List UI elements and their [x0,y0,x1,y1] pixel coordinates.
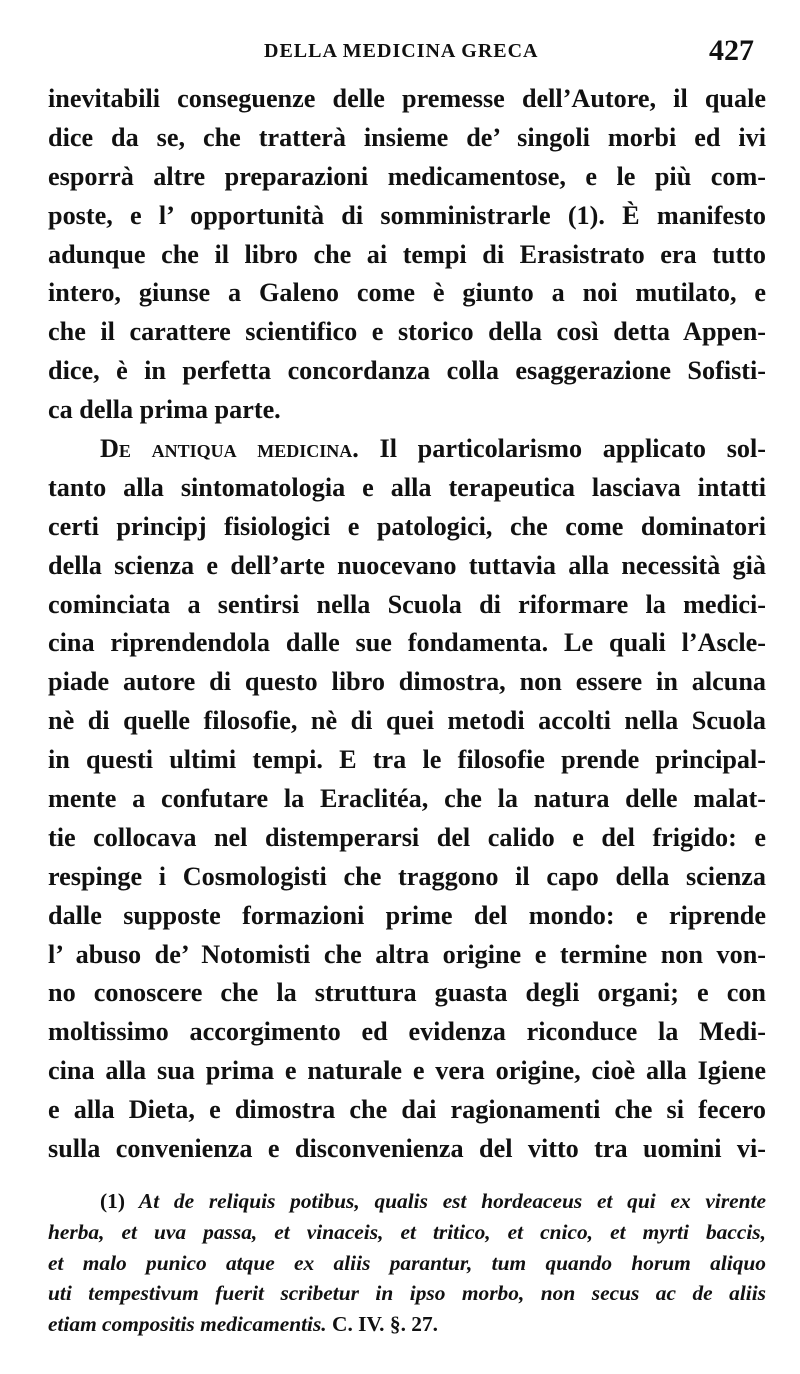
text-line: no conoscere che la struttura guasta degli organi; e con [48,978,766,1008]
text-line: piade autore di questo libro dimostra, non essere in alcuna [48,667,766,697]
text-line: mente a confutare la Eraclitéa, che la natura delle malat- [48,784,766,814]
page-number: 427 [709,34,754,67]
text-line: dice, è in perfetta concordanza colla esaggerazione Sofisti- [48,356,766,386]
footnote-line: uti tempestivum fuerit scribetur in ipso morbo, non secus ac de aliis [48,1281,766,1306]
footnote [48,1186,766,1340]
text-line: in questi ultimi tempi. E tra le filosofie prende principal- [48,745,766,775]
text-line: dice da se, che tratterà insieme de’ singoli morbi ed ivi [48,122,766,152]
footnote-last-line [48,1309,766,1340]
text-line: l’ abuso de’ Notomisti che altra origine e termine non von- [48,939,766,969]
running-title: DELLA MEDICINA GRECA [264,40,539,62]
text-line: poste, e l’ opportunità di somministrarle (1). È manifesto [48,200,766,230]
footnote-line: herba, et uva passa, et vinaceis, et tritico, et cnico, et myrti baccis, [48,1219,766,1244]
text-line: inevitabili conseguenze delle premesse dell’Autore, il quale [48,84,766,113]
text-line: sulla convenienza e disconvenienza del vitto tra uomini vi- [48,1134,766,1164]
text-line: ca della prima parte. [48,395,281,425]
text-line: nè di quelle filosofie, nè di quei metodi accolti nella Scuola [48,706,766,736]
section-heading: De antiqua medicina. [100,434,359,464]
text-line: tanto alla sintomatologia e alla terapeutica lasciava intatti [48,472,766,502]
footnote-last-line-text: etiam compositis medicamentis. [48,1312,327,1337]
main-text [48,80,766,1169]
text-line: cominciata a sentirsi nella Scuola di riformare la medici- [48,589,766,619]
footnote-first-line-text: At de reliquis potibus, qualis est hordeaceus et qui ex virente [138,1189,766,1213]
footnote-citation: C. IV. §. 27. [332,1312,438,1337]
text-line: cina riprendendola dalle sue fondamenta. Le quali l’Ascle- [48,628,766,658]
text-line: e alla Dieta, e dimostra che dai ragionamenti che si fecero [48,1095,766,1125]
text-line: esporrà altre preparazioni medicamentose, e le più com- [48,161,766,191]
text-line: adunque che il libro che ai tempi di Erasistrato era tutto [48,239,766,269]
text-line: certi principj fisiologici e patologici, che come dominatori [48,511,766,541]
text-line: dalle supposte formazioni prime del mondo: e riprende [48,900,766,930]
section-first-line-text: Il particolarismo applicato sol- [379,434,766,464]
running-header [48,34,760,74]
footnote-marker: (1) [100,1189,125,1213]
text-line: moltissimo accorgimento ed evidenza riconduce la Medi- [48,1017,766,1047]
text-line: cina alla sua prima e naturale e vera origine, cioè alla Igiene [48,1056,766,1086]
text-line: respinge i Cosmologisti che traggono il capo della scienza [48,861,766,891]
text-line: intero, giunse a Galeno come è giunto a noi mutilato, e [48,278,766,308]
section-first-line [48,430,766,469]
footnote-line: et malo punico atque ex aliis parantur, tum quando horum aliquo [48,1250,766,1275]
text-line: che il carattere scientifico e storico della così detta Appen- [48,317,766,347]
text-line: della scienza e dell’arte nuocevano tuttavia alla necessità già [48,550,766,580]
text-line: tie collocava nel distemperarsi del calido e del frigido: e [48,822,766,852]
footnote-first-line [48,1186,766,1217]
